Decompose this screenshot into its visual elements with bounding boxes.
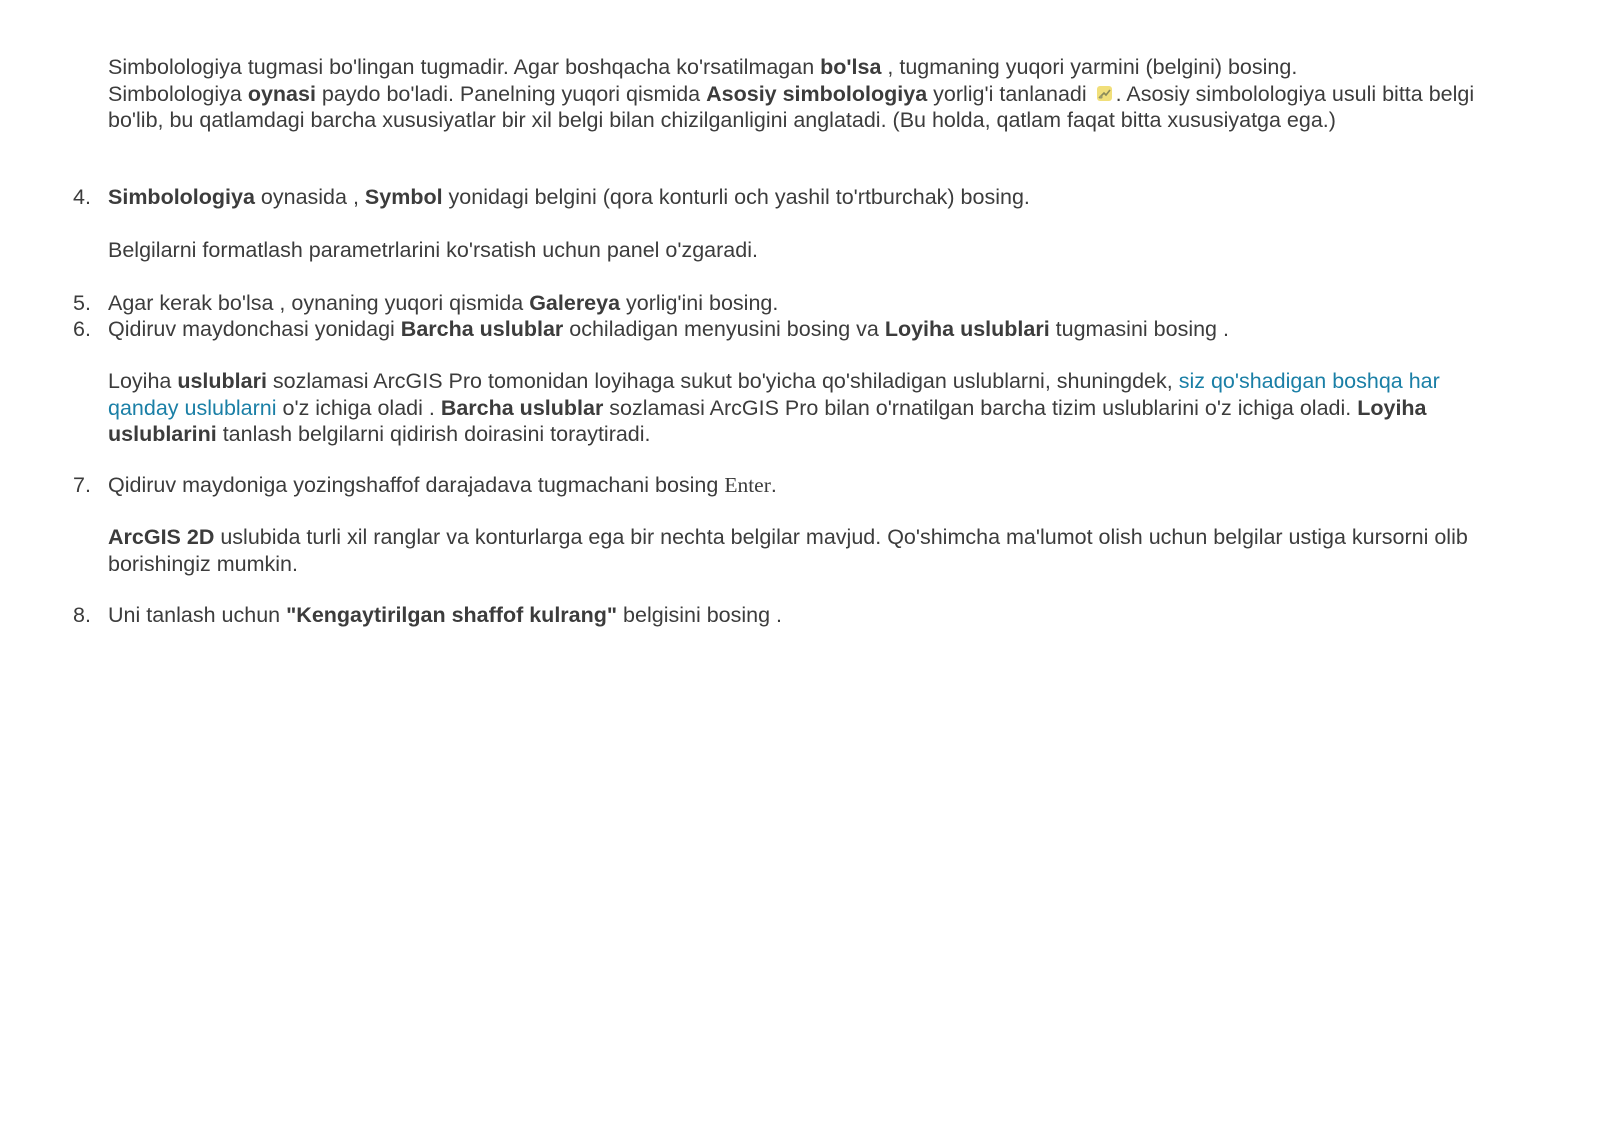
note-text: o'z ichiga oladi . — [276, 395, 441, 420]
intro-bold: bo'lsa — [820, 55, 882, 79]
step-bold: Barcha uslublar — [400, 317, 564, 341]
intro-bold: oynasi — [247, 81, 316, 106]
step-bold: Loyiha uslublari — [884, 317, 1050, 341]
step-number: 7. — [73, 473, 91, 497]
single-symbol-icon — [1095, 83, 1114, 102]
step-text: Agar kerak bo'lsa , oynaning yuqori qismida — [108, 291, 530, 315]
step-text: . — [770, 473, 777, 497]
note-text: uslubida turli xil ranglar va konturlarga ega bir nechta belgilar mavjud. Qo'shimcha ma'lumot olish uchun belgilar ustiga kursorni olib borishingiz mumkin. — [108, 525, 1468, 576]
step-bold: Galereya — [529, 291, 621, 315]
intro-text: Simbolologiya — [108, 81, 248, 106]
step-6-text — [108, 316, 1498, 343]
step-number: 8. — [73, 603, 91, 627]
step-text: yorlig'ini bosing. — [620, 291, 779, 315]
step-text: Qidiruv maydonchasi yonidagi — [108, 317, 401, 341]
note-text: tanlash belgilarni qidirish doirasini toraytiradi. — [216, 422, 651, 446]
enter-key-label: Enter — [724, 473, 771, 497]
step-text: oynasida , — [254, 185, 365, 209]
step-text: belgisini bosing . — [617, 603, 783, 627]
step-number: 5. — [73, 291, 91, 315]
step-text: Qidiruv maydoniga yozingshaffof darajadava tugmachani bosing — [108, 473, 725, 497]
intro-text: Simbolologiya tugmasi bo'lingan tugmadir. Agar boshqacha ko'rsatilmagan — [108, 55, 821, 79]
step-text: ochiladigan menyusini bosing va — [563, 317, 885, 341]
intro-text: paydo bo'ladi. Panelning yuqori qismida — [315, 81, 707, 106]
step-7-note — [108, 524, 1498, 577]
step-5-text — [108, 290, 1498, 317]
step-6-note — [108, 368, 1498, 448]
note-text: Loyiha — [108, 369, 178, 393]
step-text: Uni tanlash uchun — [108, 603, 287, 627]
note-bold: uslublari — [177, 369, 267, 393]
intro-text: . Asosiy simbolologiya usuli bitta belgi bo'lib, bu qatlamdagi barcha xususiyatlar bir xil belgi bilan chizilganligini anglatadi. (Bu holda, qatlam faqat bitta xususiyatga ega.) — [108, 81, 1475, 132]
step-4-text — [108, 184, 1498, 211]
custom-styles-link[interactable]: siz qo'shadigan boshqa har qanday uslublarni — [108, 369, 1440, 420]
step-7-text — [108, 472, 1498, 499]
note-text: sozlamasi ArcGIS Pro bilan o'rnatilgan barcha tizim uslublarini o'z ichiga oladi. — [603, 395, 1358, 420]
step-8-text — [108, 602, 1498, 629]
step-bold: Symbol — [364, 185, 443, 209]
step-text: tugmasini bosing . — [1049, 317, 1229, 341]
intro-bold: Asosiy simbolologiya — [706, 81, 928, 106]
step-bold: Simbolologiya — [108, 185, 255, 209]
step-bold: "Kengaytirilgan shaffof kulrang" — [286, 603, 618, 627]
note-text: sozlamasi ArcGIS Pro tomonidan loyihaga sukut bo'yicha qo'shiladigan uslublarni, shuningdek, — [266, 369, 1179, 393]
intro-text: , tugmaning yuqori yarmini (belgini) bosing. — [881, 55, 1298, 79]
intro-paragraph — [108, 54, 1498, 134]
step-number: 4. — [73, 185, 91, 209]
note-bold: Loyiha uslublarini — [108, 395, 1427, 446]
step-number: 6. — [73, 317, 91, 341]
intro-text: yorlig'i tanlanadi — [927, 81, 1093, 106]
note-bold: ArcGIS 2D — [108, 525, 215, 549]
step-text: yonidagi belgini (qora konturli och yashil to'rtburchak) bosing. — [442, 185, 1030, 209]
step-4-note: Belgilarni formatlash parametrlarini ko'rsatish uchun panel o'zgaradi. — [108, 238, 758, 262]
note-bold: Barcha uslublar — [440, 395, 604, 420]
